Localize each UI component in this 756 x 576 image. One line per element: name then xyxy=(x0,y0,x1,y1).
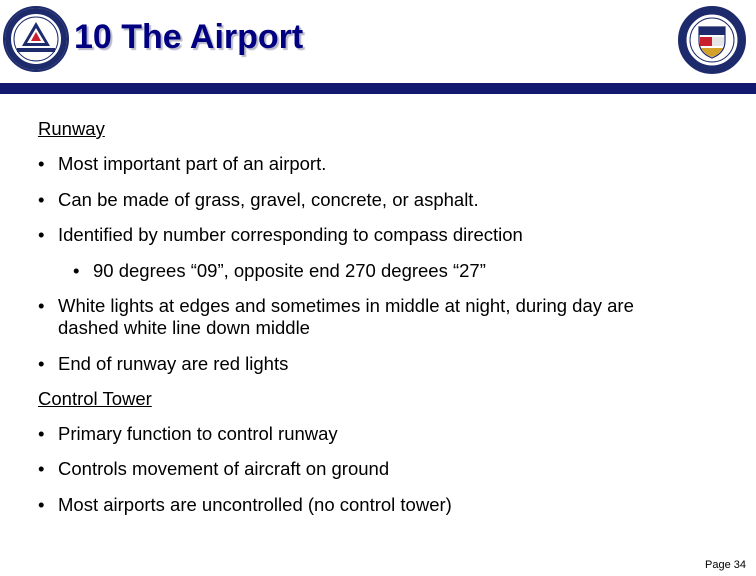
civil-air-patrol-seal-icon xyxy=(2,5,70,73)
bullet-icon: • xyxy=(38,494,45,515)
slide: · · · 10 The Airport Runway • Most important part of an airport. • Can be made of grass, gravel, concrete, or asphalt. • Identified by number corresponding to compass direction • 90 degrees “09”, opposite end 270 degrees “27” • White lights at edges and sometimes in middle at night, during day are dashed white line down middle • End of runway are red lights Control Tower • Primary function to control runway • Controls movement of aircraft on ground • Most airports are uncontrolled (no control tower) Page 34 xyxy=(0,0,756,576)
section-heading-control-tower: Control Tower xyxy=(38,388,152,409)
section-heading-runway: Runway xyxy=(38,118,105,139)
bullet-icon: • xyxy=(38,353,45,374)
svg-text:· · ·: · · · xyxy=(32,58,40,64)
bullet-icon: • xyxy=(73,260,80,281)
bullet-icon: • xyxy=(38,224,45,245)
page-number: Page 34 xyxy=(705,559,746,571)
bullet-icon: • xyxy=(38,189,45,210)
page-title: 10 The Airport xyxy=(74,18,304,56)
bullet-icon: • xyxy=(38,458,45,479)
bullet-icon: • xyxy=(38,153,45,174)
bullet-icon: • xyxy=(38,423,45,444)
civil-air-patrol-auxiliary-seal-icon xyxy=(677,5,747,75)
bullet-icon: • xyxy=(38,295,45,316)
header-rule xyxy=(0,83,756,94)
